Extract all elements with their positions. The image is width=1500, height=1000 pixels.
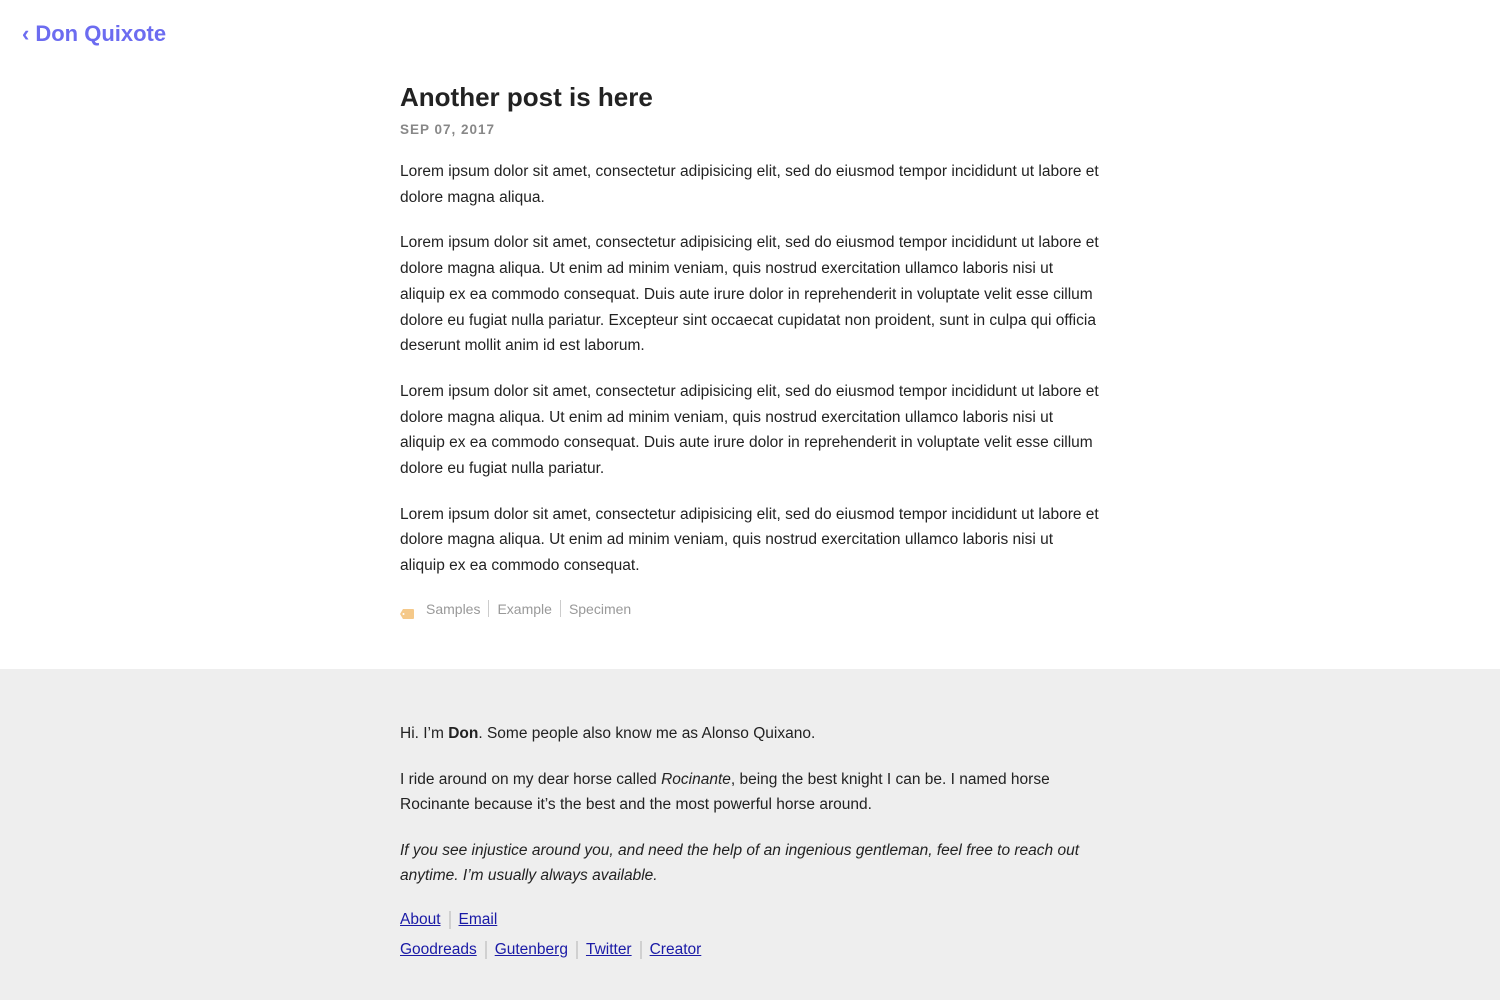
tag-example[interactable]: Example: [497, 600, 552, 617]
post-paragraph: Lorem ipsum dolor sit amet, consectetur adipisicing elit, sed do eiusmod tempor incididunt ut labore et dolore magna aliqua. Ut enim ad minim veniam, quis nostrud exercitation ullamco laboris nisi ut aliquip ex ea commodo consequat. Duis aute irure dolor in reprehenderit in voluptate velit esse cillum dolore eu fugiat nulla pariatur. Excepteur sint occaecat cupidatat non proident, sunt in culpa qui officia deserunt mollit anim id est laborum.: [400, 234, 1099, 355]
tag-specimen[interactable]: Specimen: [568, 600, 632, 617]
tag-divider: [488, 600, 489, 617]
link-divider: [449, 911, 451, 929]
post-date: SEP 07, 2017: [400, 122, 496, 137]
horse-suffix: , being the best knight I can be. I named horse Rocinante because it’s the best and the most powerful horse around.: [400, 770, 1050, 813]
horse-name: Rocinante: [661, 770, 731, 788]
twitter-link[interactable]: Twitter: [585, 940, 632, 958]
tag-list: [400, 599, 1100, 619]
footer-content: [400, 721, 1100, 969]
footer-invitation: [400, 838, 1100, 889]
link-divider: [576, 941, 578, 959]
chevron-left-icon: ‹: [22, 21, 30, 46]
intro-suffix: . Some people also know me as Alonso Quixano.: [478, 725, 816, 742]
footer-intro: [400, 721, 1100, 747]
link-divider: [640, 941, 642, 959]
footer-horse: [400, 767, 1100, 818]
tag-icon: [400, 604, 414, 614]
post-paragraph: Lorem ipsum dolor sit amet, consectetur adipisicing elit, sed do eiusmod tempor incididunt ut labore et dolore magna aliqua. Ut enim ad minim veniam, quis nostrud exercitation ullamco laboris nisi ut aliquip ex ea commodo consequat. Duis aute irure dolor in reprehenderit in voluptate velit esse cillum dolore eu fugiat nulla pariatur.: [400, 382, 1099, 478]
post-paragraph: Lorem ipsum dolor sit amet, consectetur adipisicing elit, sed do eiusmod tempor incididunt ut labore et dolore magna aliqua.: [400, 163, 1099, 206]
about-link[interactable]: About: [400, 910, 441, 928]
post-title: Another post is here: [400, 82, 653, 112]
back-home-link[interactable]: [22, 18, 166, 50]
intro-prefix: Hi. I’m: [400, 725, 449, 742]
goodreads-link[interactable]: Goodreads: [400, 940, 477, 958]
creator-link[interactable]: Creator: [649, 940, 702, 958]
post-body: [400, 159, 1100, 579]
email-link[interactable]: Email: [458, 910, 498, 928]
gutenberg-link[interactable]: Gutenberg: [494, 940, 568, 958]
footer-links-primary: [400, 909, 1100, 931]
post-paragraph: Lorem ipsum dolor sit amet, consectetur adipisicing elit, sed do eiusmod tempor incididunt ut labore et dolore magna aliqua. Ut enim ad minim veniam, quis nostrud exercitation ullamco laboris nisi ut aliquip ex ea commodo consequat.: [400, 505, 1099, 575]
link-divider: [485, 941, 487, 959]
site-footer: [0, 669, 1500, 1000]
site-title: Don Quixote: [35, 21, 167, 46]
tag-samples[interactable]: Samples: [426, 600, 481, 617]
invitation-text: If you see injustice around you, and need the help of an ingenious gentleman, feel free to reach out anytime. I’m usually always available.: [400, 841, 1080, 884]
footer-links-secondary: [400, 939, 1100, 961]
intro-name: Don: [448, 725, 479, 742]
post-article: [400, 78, 1100, 619]
horse-prefix: I ride around on my dear horse called: [400, 770, 662, 788]
tag-divider: [560, 600, 561, 617]
